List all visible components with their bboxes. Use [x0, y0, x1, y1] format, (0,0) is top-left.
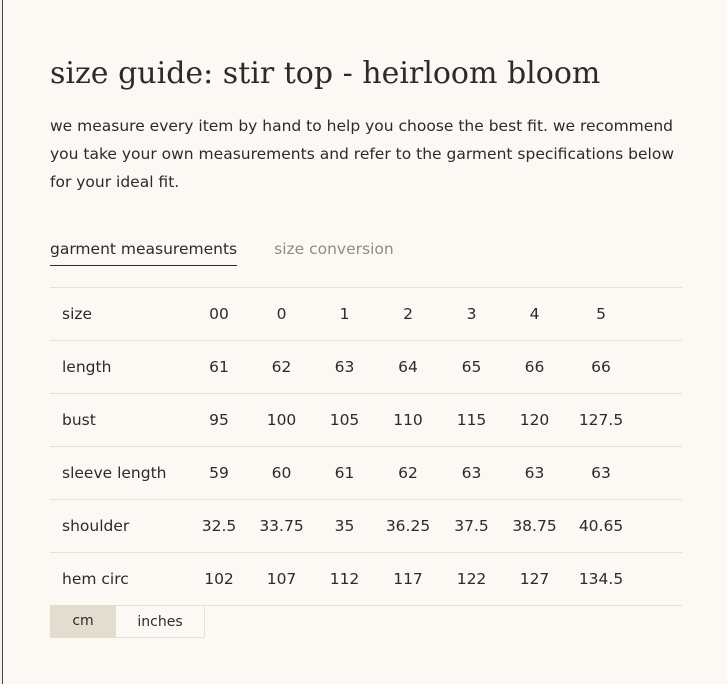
table-cell: 35: [334, 517, 355, 535]
table-cell: 110: [393, 411, 423, 429]
unit-cm-button[interactable]: cm: [50, 605, 116, 638]
table-cell: 100: [266, 411, 297, 429]
table-cell: 61: [334, 464, 355, 482]
table-cell: 66: [591, 358, 611, 376]
table-cell: 60: [271, 464, 292, 482]
unit-inches-button[interactable]: inches: [116, 605, 205, 638]
row-label: bust: [62, 411, 96, 429]
table-cell: 37.5: [454, 517, 489, 535]
table-cell: 63: [461, 464, 482, 482]
table-cell: 120: [519, 411, 550, 429]
table-cell: 5: [596, 305, 606, 323]
table-cell: 66: [524, 358, 545, 376]
table-cell: 0: [276, 305, 287, 323]
table-cell: 32.5: [201, 517, 237, 535]
table-row: [50, 394, 682, 447]
table-row: [50, 553, 682, 606]
table-cell: 102: [204, 570, 234, 588]
table-cell: 2: [403, 305, 413, 323]
row-label: shoulder: [62, 517, 130, 535]
table-cell: 1: [339, 305, 350, 323]
page-title: size guide: stir top - heirloom bloom: [50, 56, 601, 91]
table-cell: 64: [398, 358, 418, 376]
table-cell: 134.5: [578, 570, 624, 588]
table-spacer: [636, 394, 682, 447]
table-row: [50, 500, 682, 553]
table-cell: 107: [266, 570, 297, 588]
table-spacer: [636, 500, 682, 553]
row-label: size: [62, 305, 93, 323]
table-cell: 105: [329, 411, 360, 429]
table-cell: 38.75: [512, 517, 557, 535]
row-label: sleeve length: [62, 464, 167, 482]
table-row: [50, 341, 682, 394]
table-cell: 63: [591, 464, 611, 482]
measurements-table-wrapper: [50, 287, 682, 606]
table-spacer: [636, 341, 682, 394]
table-cell: 63: [524, 464, 545, 482]
row-label: hem circ: [62, 570, 129, 588]
tab-garment-measurements[interactable]: garment measurements: [50, 236, 237, 266]
table-cell: 95: [209, 411, 229, 429]
size-guide-panel: [2, 0, 727, 684]
table-cell: 33.75: [259, 517, 304, 535]
table-row: [50, 288, 682, 341]
table-cell: 62: [271, 358, 292, 376]
unit-toggle: [50, 605, 205, 638]
table-cell: 63: [334, 358, 355, 376]
intro-text: we measure every item by hand to help you choose the best fit. we recommend you take your own measurements and refer to the garment specifications below for your ideal fit.: [50, 117, 674, 191]
table-cell: 4: [529, 305, 540, 323]
table-cell: 3: [466, 305, 477, 323]
table-spacer: [636, 553, 682, 606]
table-cell: 36.25: [385, 517, 431, 535]
table-cell: 61: [209, 358, 229, 376]
table-cell: 127: [519, 570, 550, 588]
table-cell: 65: [461, 358, 482, 376]
table-spacer: [636, 447, 682, 500]
table-cell: 127.5: [578, 411, 624, 429]
tab-bar: [50, 236, 431, 266]
table-cell: 117: [393, 570, 423, 588]
tab-size-conversion[interactable]: size conversion: [274, 240, 394, 258]
table-cell: 122: [456, 570, 487, 588]
table-cell: 115: [456, 411, 487, 429]
table-row: [50, 447, 682, 500]
table-cell: 40.65: [578, 517, 624, 535]
table-cell: 59: [209, 464, 229, 482]
table-spacer: [636, 288, 682, 341]
table-cell: 00: [209, 305, 229, 323]
table-cell: 112: [329, 570, 360, 588]
measurements-table: [50, 287, 682, 606]
table-cell: 62: [398, 464, 418, 482]
row-label: length: [62, 358, 112, 376]
